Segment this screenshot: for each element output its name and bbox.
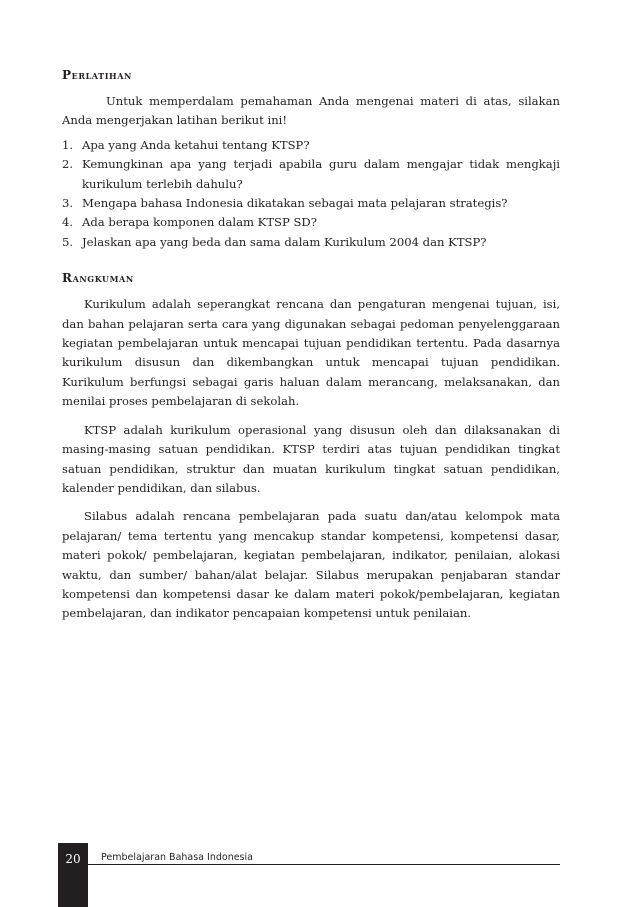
- page-content: [62, 66, 560, 624]
- question-number: 2.: [62, 157, 74, 172]
- footer-divider: [88, 864, 560, 865]
- question-number: 1.: [62, 137, 74, 152]
- section-spacer: [62, 252, 560, 269]
- rangkuman-paragraph-3: Silabus adalah rencana pembelajaran pada suatu dan/atau kelompok mata pelajaran/ tema tertentu yang mencakup standar kompetensi, kompetensi dasar, materi pokok/ pembelajaran, kegiatan pembelajaran, indikator, penilaian, alokasi waktu, dan sumber/ bahan/alat belajar. Silabus merupakan penjabaran standar kompetensi dan kompetensi dasar ke dalam materi pokok/pembelajaran, kegiatan pembelajaran, dan indikator pencapaian kompetensi untuk penilaian.: [62, 509, 560, 621]
- page-number: 20: [65, 852, 81, 866]
- question-number: 5.: [62, 234, 74, 249]
- footer-book-title: Pembelajaran Bahasa Indonesia: [101, 852, 253, 863]
- question-text: Jelaskan apa yang beda dan sama dalam Kurikulum 2004 dan KTSP?: [82, 234, 487, 249]
- list-item: [62, 194, 560, 213]
- question-list: [62, 136, 560, 252]
- section-title-rangkuman: Rangkuman: [62, 271, 134, 286]
- rangkuman-paragraph-2: KTSP adalah kurikulum operasional yang disusun oleh dan dilaksanakan di masing-masing satuan pendidikan. KTSP terdiri atas tujuan pendidikan tingkat satuan pendidikan, struktur dan muatan kurikulum tingkat satuan pendidikan, kalender pendidikan, dan silabus.: [62, 422, 560, 495]
- list-item: [62, 213, 560, 232]
- question-text: Ada berapa komponen dalam KTSP SD?: [82, 215, 317, 230]
- question-number: 3.: [62, 196, 74, 211]
- latihan-intro: Untuk memperdalam pemahaman Anda mengenai materi di atas, silakan Anda mengerjakan latihan berikut ini!: [62, 94, 560, 128]
- question-text: Kemungkinan apa yang terjadi apabila guru dalam mengajar tidak mengkaji kurikulum terlebih dahulu?: [82, 157, 560, 191]
- question-number: 4.: [62, 215, 74, 230]
- list-item: [62, 155, 560, 194]
- rangkuman-paragraph-1: Kurikulum adalah seperangkat rencana dan pengaturan mengenai tujuan, isi, dan bahan pelajaran serta cara yang digunakan sebagai pedoman penyelenggaraan kegiatan pembelajaran untuk mencapai tujuan pendidikan tertentu. Pada dasarnya kurikulum disusun dan dikembangkan untuk mencapai tujuan pendidikan. Kurikulum berfungsi sebagai garis haluan dalam merancang, melaksanakan, dan menilai proses pembelajaran di sekolah.: [62, 297, 560, 409]
- question-text: Mengapa bahasa Indonesia dikatakan sebagai mata pelajaran strategis?: [82, 196, 508, 211]
- question-text: Apa yang Anda ketahui tentang KTSP?: [82, 137, 310, 152]
- list-item: [62, 136, 560, 155]
- section-title-perlatihan: Perlatihan: [62, 68, 132, 82]
- list-item: [62, 233, 560, 252]
